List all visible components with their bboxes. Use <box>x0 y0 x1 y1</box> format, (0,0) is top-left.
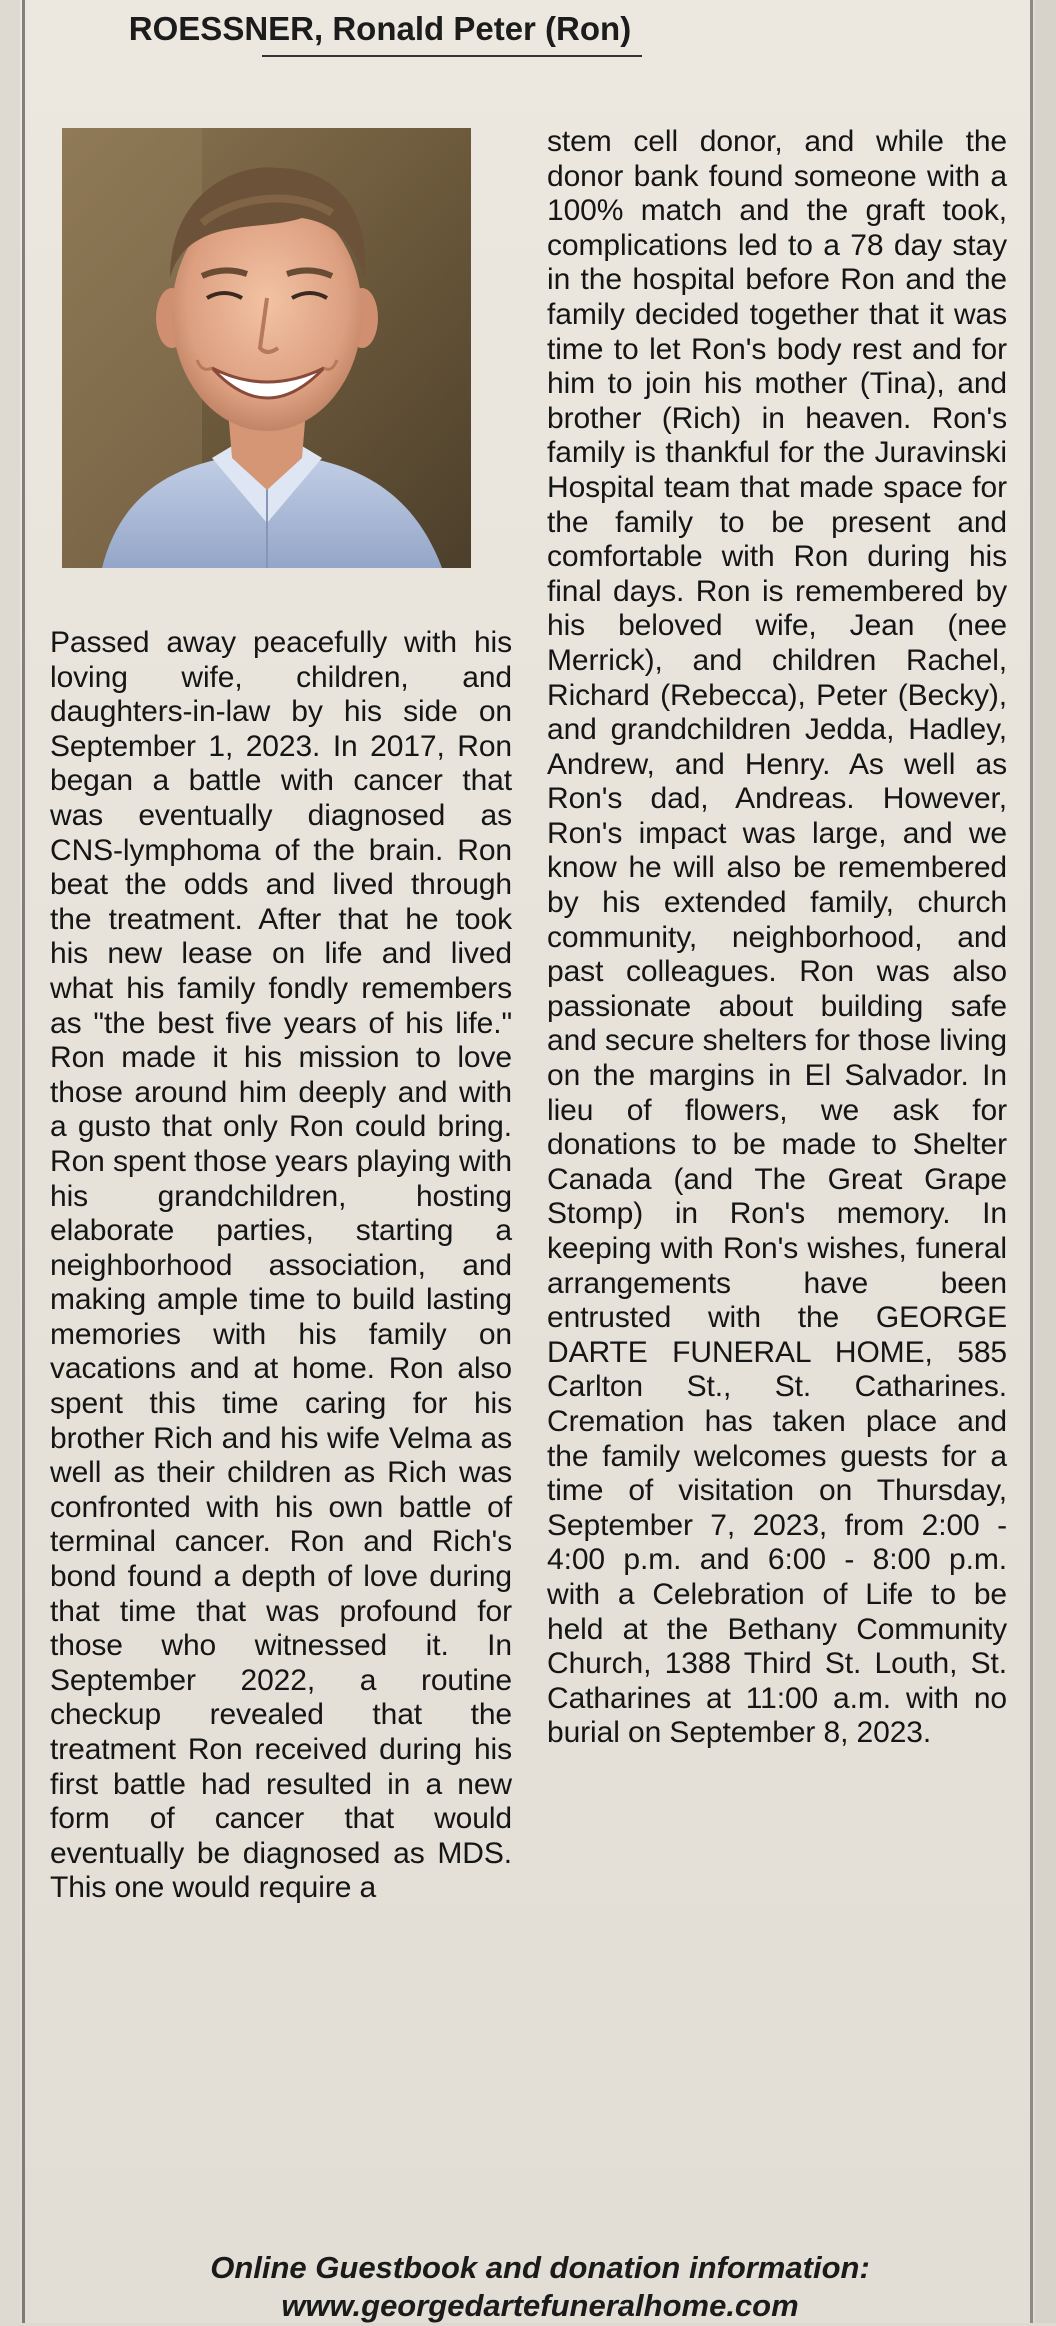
title-underline <box>262 55 642 57</box>
obituary-body-column-1: Passed away peacefully with his loving wife, children, and daughters-in-law by his side on September 1, 2023. In 2017, Ron began a battle with cancer that was eventually diagnosed as CNS-lymphoma of the brain. Ron beat the odds and lived through the treatment. After that he took his new lease on life and lived what his family fondly remembers as "the best five years of his life." Ron made it his mission to love those around him deeply and with a gusto that only Ron could bring. Ron spent those years playing with his grandchildren, hosting elaborate parties, starting a neighborhood association, and making ample time to build lasting memories with his family on vacations and at home. Ron also spent this time caring for his brother Rich and his wife Velma as well as their children as Rich was confronted with his own battle of terminal cancer. Ron and Rich's bond found a depth of love during that time that was profound for those who witnessed it. In September 2022, a routine checkup revealed that the treatment Ron received during his first battle had resulted in a new form of cancer that would eventually be diagnosed as MDS. This one would require a <box>50 626 512 1905</box>
funeral-home-website: www.georgedartefuneralhome.com <box>281 2288 799 2323</box>
portrait-illustration <box>62 128 471 568</box>
guestbook-info-line: Online Guestbook and donation information: <box>210 2250 870 2285</box>
right-column-rule <box>1030 0 1033 2323</box>
obituary-title: ROESSNER, Ronald Peter (Ron) <box>128 10 632 47</box>
adjacent-column-bleed <box>1035 0 1056 2323</box>
left-column-rule <box>22 0 25 2323</box>
portrait-photo <box>62 128 471 568</box>
obituary-body-column-2: stem cell donor, and while the donor bank found someone with a 100% match and the graft took, complications led to a 78 day stay in the hospital before Ron and the family decided together that it was time to let Ron's body rest and for him to join his mother (Tina), and brother (Rich) in heaven. Ron's family is thankful for the Juravinski Hospital team that made space for the family to be present and comfortable with Ron during his final days. Ron is remembered by his beloved wife, Jean (nee Merrick), and children Rachel, Richard (Rebecca), Peter (Becky), and grandchildren Jedda, Hadley, Andrew, and Henry. As well as Ron's dad, Andreas. However, Ron's impact was large, and we know he will also be remembered by his extended family, church community, neighborhood, and past colleagues. Ron was also passionate about building safe and secure shelters for those living on the margins in El Salvador. In lieu of flowers, we ask for donations to be made to Shelter Canada (and The Great Grape Stomp) in Ron's memory. In keeping with Ron's wishes, funeral arrangements have been entrusted with the GEORGE DARTE FUNERAL HOME, 585 Carlton St., St. Catharines. Cremation has taken place and the family welcomes guests for a time of visitation on Thursday, September 7, 2023, from 2:00 - 4:00 p.m. and 6:00 - 8:00 p.m. with a Celebration of Life to be held at the Bethany Community Church, 1388 Third St. Louth, St. Catharines at 11:00 a.m. with no burial on September 8, 2023. <box>547 125 1007 1750</box>
